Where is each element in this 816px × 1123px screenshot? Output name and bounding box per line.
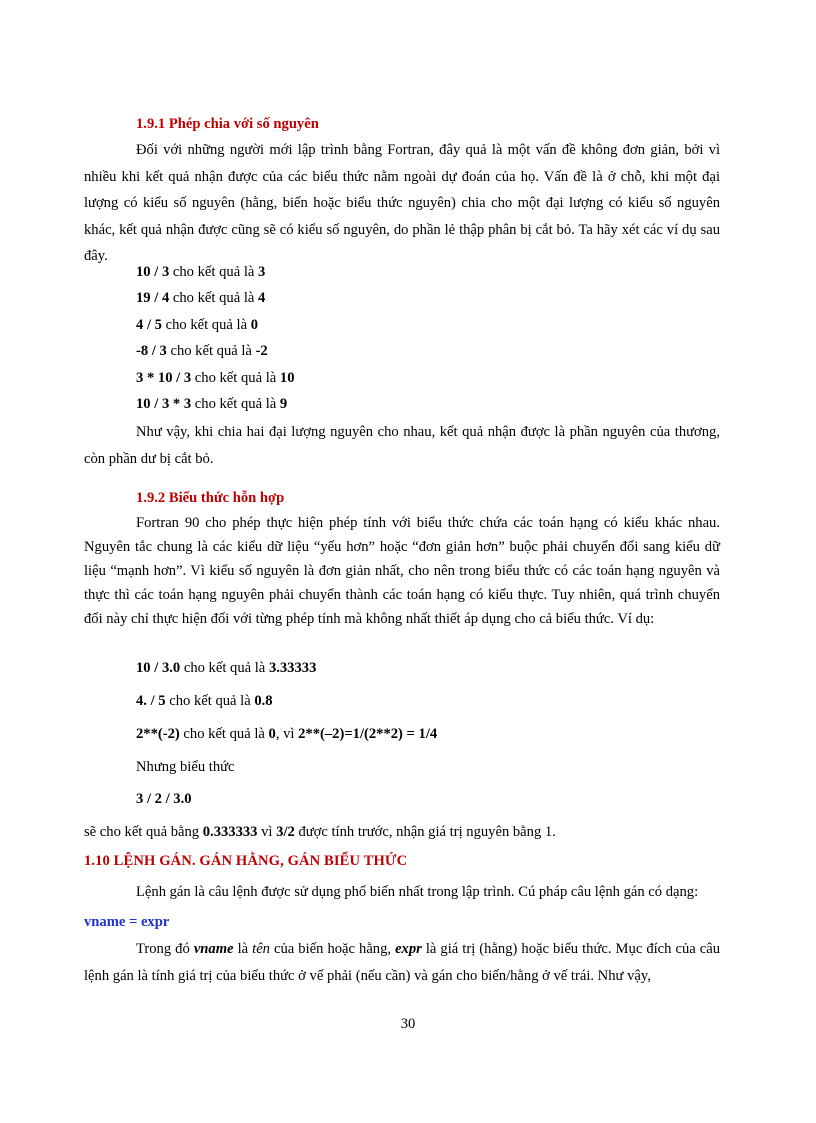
example-row <box>136 368 294 388</box>
example-result: 0 <box>250 317 258 333</box>
example-connector: cho kết quả là <box>191 370 280 386</box>
example-result: 9 <box>279 396 288 412</box>
section-1-10-title: 1.10 LỆNH GÁN. GÁN HẰNG, GÁN BIỂU THỨC <box>84 853 408 869</box>
desc-part: là <box>233 941 253 957</box>
section-1-9-2-intro: Fortran 90 cho phép thực hiện phép tính với biểu thức chứa các toán hạng có kiểu khác nhau. Nguyên tắc chung là các kiểu dữ liệu “yếu hơn” hoặc “đơn giản hơn” buộc phải chuyển đổi sang kiểu dữ liệu “mạnh hơn”. Vì kiểu số nguyên là đơn giản nhất, cho nên trong biểu thức có các toán hạng nguyên và thực thì các toán hạng nguyên phải chuyển thành các toán hạng có kiểu thực. Tuy nhiên, quá trình chuyển đổi này chỉ thực hiện đối với từng phép tính mà không nhất thiết áp dụng cho cả biểu thức. Ví dụ: <box>84 515 720 627</box>
final-sub: 3/2 <box>276 824 295 840</box>
example-expr: 10 / 3 * 3 <box>136 396 192 412</box>
example-row <box>136 691 273 711</box>
final-post: được tính trước, nhận giá trị nguyên bằng 1. <box>294 824 556 840</box>
example-connector: cho kết quả là <box>180 660 269 676</box>
example-expr: 4 / 5 <box>136 317 162 333</box>
but-expression-label: Nhưng biểu thức <box>136 759 235 775</box>
example-explanation: 2**(–2)=1/(2**2) = 1/4 <box>298 726 438 742</box>
desc-part: của biến hoặc hằng, <box>269 941 396 957</box>
section-1-9-2-title: 1.9.2 Biểu thức hỗn hợp <box>136 490 285 506</box>
example-row <box>136 288 265 308</box>
final-pre: sẽ cho kết quả bằng <box>84 824 203 840</box>
but-expression <box>136 789 192 809</box>
example-expr: 3 * 10 / 3 <box>136 370 192 386</box>
example-expr: 19 / 4 <box>136 290 170 306</box>
desc-vname: vname <box>193 941 234 957</box>
example-connector: cho kết quả là <box>191 396 280 412</box>
example-connector: cho kết quả là <box>161 317 251 333</box>
section-1-10-description <box>84 936 720 989</box>
example-result: -2 <box>255 343 268 359</box>
example-result: 3 <box>258 264 266 280</box>
example-row <box>136 658 316 678</box>
example-connector: cho kết quả là <box>166 343 256 359</box>
assignment-syntax: vname = expr <box>84 914 170 930</box>
example-connector: cho kết quả là <box>169 264 258 280</box>
final-mid: vì <box>257 824 277 840</box>
example-row <box>136 315 258 335</box>
example-result: 0.8 <box>254 693 273 709</box>
example-expr: 10 / 3.0 <box>136 660 181 676</box>
example-row <box>136 724 437 744</box>
example-expr: -8 / 3 <box>136 343 167 359</box>
example-connector: cho kết quả là <box>165 693 255 709</box>
example-row <box>136 394 287 414</box>
desc-ten: tên <box>252 941 270 957</box>
example-result: 0 <box>268 726 276 742</box>
page-number: 30 <box>400 1016 416 1032</box>
example-because: , vì <box>275 726 299 742</box>
desc-part: là giá trị (hằng) hoặc biểu thức. Mục đích của câu lệnh gán là tính giá trị của biểu thức ở vế phải (nếu cần) và gán cho biến/hằng ở vế trái. Như vậy, <box>84 941 721 984</box>
desc-part: Trong đó <box>136 941 194 957</box>
example-expr: 10 / 3 <box>136 264 170 280</box>
example-expr: 4. / 5 <box>136 693 166 709</box>
example-result: 10 <box>279 370 295 386</box>
section-1-9-1-intro: Đối với những người mới lập trình bằng Fortran, đây quả là một vấn đề không đơn giản, bởi vì nhiều khi kết quả nhận được của các biểu thức nằm ngoài dự đoán của họ. Vấn đề là ở chỗ, khi một đại lượng có kiểu số nguyên (hằng, biến hoặc biểu thức nguyên) chia cho một đại lượng có kiểu số nguyên khác, kết quả nhận được cũng sẽ có kiểu số nguyên, do phần lẻ thập phân bị cắt bỏ. Ta hãy xét các ví dụ sau đây. <box>84 142 720 264</box>
final-value: 0.333333 <box>202 824 258 840</box>
example-expr: 2**(-2) <box>136 726 180 742</box>
section-1-9-1-title: 1.9.1 Phép chia với số nguyên <box>136 116 319 132</box>
example-row <box>136 262 265 282</box>
but-expression-code: 3 / 2 / 3.0 <box>136 791 192 807</box>
example-row <box>136 341 268 361</box>
section-1-10-intro: Lệnh gán là câu lệnh được sử dụng phổ biến nhất trong lập trình. Cú pháp câu lệnh gán có dạng: <box>136 884 699 900</box>
section-1-9-2-final <box>84 822 556 842</box>
desc-expr: expr <box>395 941 422 957</box>
section-1-9-1-conclusion: Như vậy, khi chia hai đại lượng nguyên cho nhau, kết quả nhận được là phần nguyên của thương, còn phần dư bị cắt bỏ. <box>84 424 720 467</box>
example-result: 3.33333 <box>268 660 317 676</box>
example-connector: cho kết quả là <box>179 726 269 742</box>
example-result: 4 <box>258 290 266 306</box>
example-connector: cho kết quả là <box>169 290 258 306</box>
